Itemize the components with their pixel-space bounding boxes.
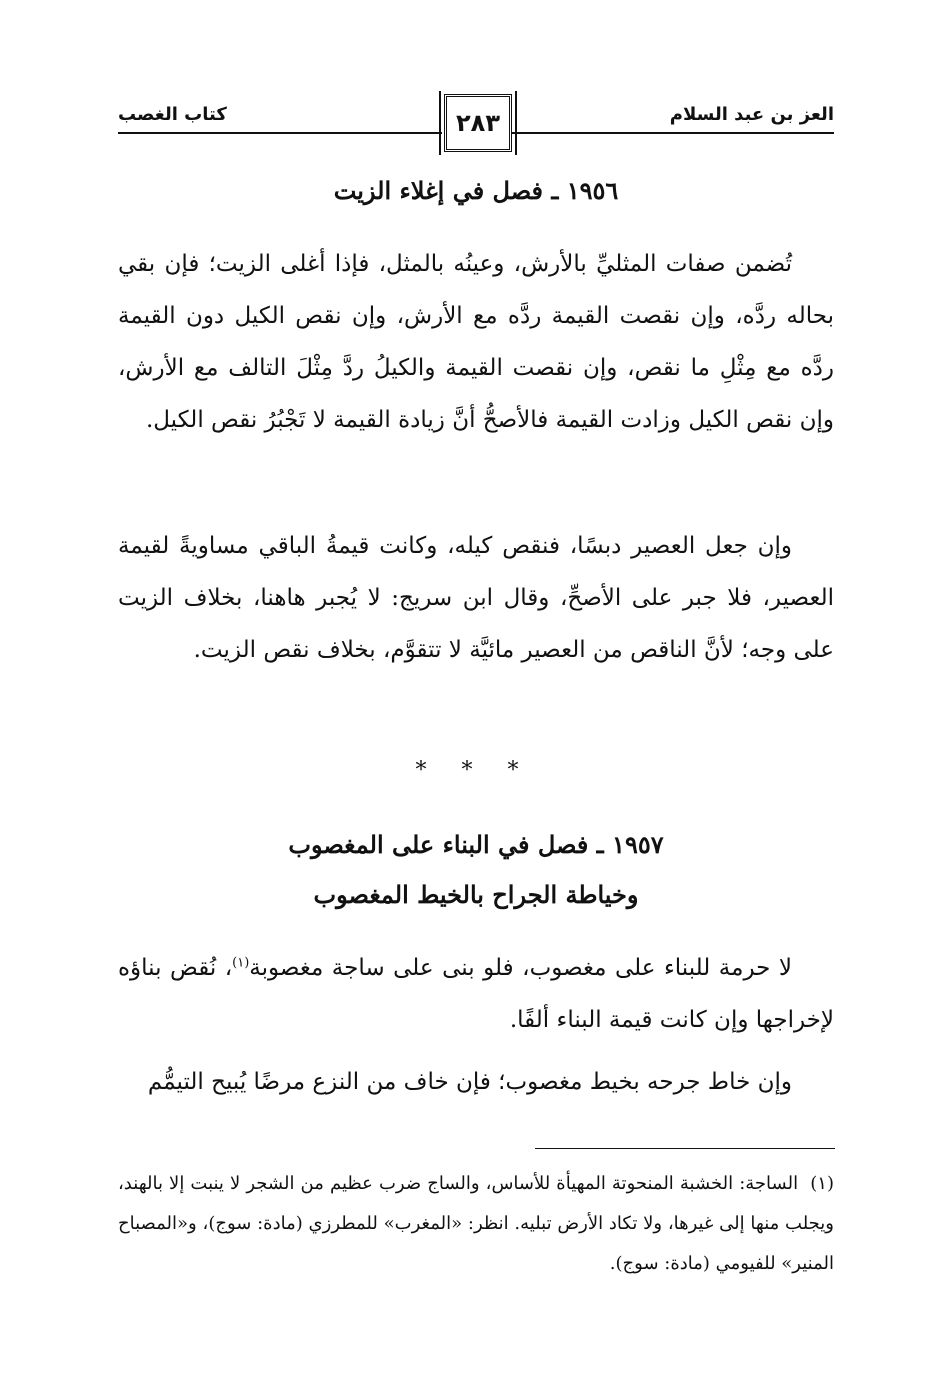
footnote (118, 1164, 834, 1284)
header-rule-left (118, 132, 442, 134)
footnote-divider (535, 1148, 835, 1149)
footnote-marker: (١) (810, 1173, 834, 1194)
paragraph-building-text-b: ، نُقض بناؤه لإخراجها وإن كانت قيمة البناء ألفًا. (118, 955, 834, 1033)
chapter-title: كتاب الغصب (118, 104, 227, 125)
section-heading-1957-line1: ١٩٥٧ ـ فصل في البناء على المغصوب (288, 830, 664, 859)
paragraph-stitching: وإن خاط جرحه بخيط مغصوب؛ فإن خاف من النزع مرضًا يُبيح التيمُّم (147, 1069, 792, 1095)
paragraph-building (118, 942, 834, 1046)
section-separator: * * * (415, 758, 533, 783)
section-heading-1956: ١٩٥٦ ـ فصل في إغلاء الزيت (333, 176, 619, 205)
section-heading-1957-line2: وخياطة الجراح بالخيط المغصوب (313, 880, 639, 909)
header-rule-right (512, 132, 834, 134)
footnote-text: الساجة: الخشبة المنحوتة المهيأة للأساس، والساج ضرب عظيم من الشجر لا ينبت إلا بالهند، ويجلب منها إلى غيرها، ولا تكاد الأرض تبليه. انظر: «المغرب» للمطرزي (مادة: سوج)، و«المصباح المنير» للفيومي (مادة: سوج). (118, 1173, 834, 1274)
author-title: العز بن عبد السلام (669, 104, 834, 125)
paragraph-juice: وإن جعل العصير دبسًا، فنقص كيله، وكانت قيمةُ الباقي مساويةً لقيمة العصير، فلا جبر على الأصحِّ، وقال ابن سريج: لا يُجبر هاهنا، بخلاف الزيت على وجه؛ لأنَّ الناقص من العصير مائيَّة لا تتقوَّم، بخلاف نقص الزيت. (118, 533, 834, 663)
page-number: ٢٨٣ (444, 94, 512, 152)
paragraph-building-text-a: لا حرمة للبناء على مغصوب، فلو بنى على ساجة مغصوبة (249, 955, 792, 981)
page-header (118, 92, 834, 162)
footnote-reference: (١) (232, 955, 250, 971)
paragraph-oil-heating: تُضمن صفات المثليِّ بالأرش، وعينُه بالمثل، فإذا أغلى الزيت؛ فإن بقي بحاله ردَّه، وإن نقصت القيمة ردَّه مع الأرش، وإن نقص الكيل دون القيمة ردَّه مع مِثْلِ ما نقص، وإن نقصت القيمة والكيلُ ردَّ مِثْلَ التالف مع الأرش، وإن نقص الكيل وزادت القيمة فالأصحُّ أنَّ زيادة القيمة لا تَجْبُرُ نقص الكيل. (118, 251, 834, 433)
